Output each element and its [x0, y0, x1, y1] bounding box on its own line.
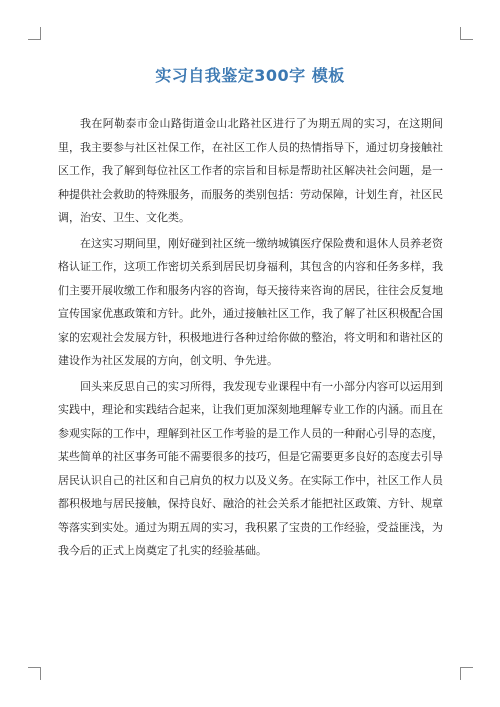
document-title: 实习自我鉴定300字 模板	[155, 66, 345, 85]
crop-mark-bottom-right	[460, 667, 473, 680]
document-body	[58, 112, 443, 565]
crop-mark-top-right	[460, 27, 473, 40]
crop-mark-bottom-left	[28, 667, 41, 680]
crop-mark-top-left	[28, 27, 41, 40]
paragraph-3: 回头来反思自己的实习所得，我发现专业课程中有一小部分内容可以运用到实践中，理论和实践结合起来，让我们更加深刻地理解专业工作的内涵。而且在参观实际的工作中，理解到社区工作考验的是工作人员的一种耐心引导的态度，某些简单的社区事务可能不需要很多的技巧，但是它需要更多良好的态度去引导居民认识自己的社区和自己肩负的权力以及义务。在实际工作中，社区工作人员都积极地与居民接触，保持良好、融洽的社会关系才能把社区政策、方针、规章等落实到实处。通过为期五周的实习，我积累了宝贵的工作经验，受益匪浅，为我今后的正式上岗奠定了扎实的经验基础。	[58, 379, 443, 557]
paragraph-2: 在这实习期间里，刚好碰到社区统一缴纳城镇医疗保险费和退休人员养老资格认证工作，这项工作密切关系到居民切身福利，其包含的内容和任务多样，我们主要开展收缴工作和服务内容的咨询，每天接待来咨询的居民，往往会反复地宣传国家优惠政策和方针。此外，通过接触社区工作，我了解了社区积极配合国家的宏观社会发展方针，积极地进行各种过给你做的整治，将文明和和谐社区的建设作为社区发展的方向，创文明、争先进。	[58, 236, 443, 367]
paragraph-1: 我在阿勒泰市金山路街道金山北路社区进行了为期五周的实习，在这期间里，我主要参与社区社保工作，在社区工作人员的热情指导下，通过切身接触社区工作，我了解到每位社区工作者的宗旨和目标是帮助社区解决社会问题，是一种提供社会救助的特殊服务，而服务的类别包括：劳动保障，计划生育，社区民调，治安、卫生、文化类。	[58, 117, 443, 224]
